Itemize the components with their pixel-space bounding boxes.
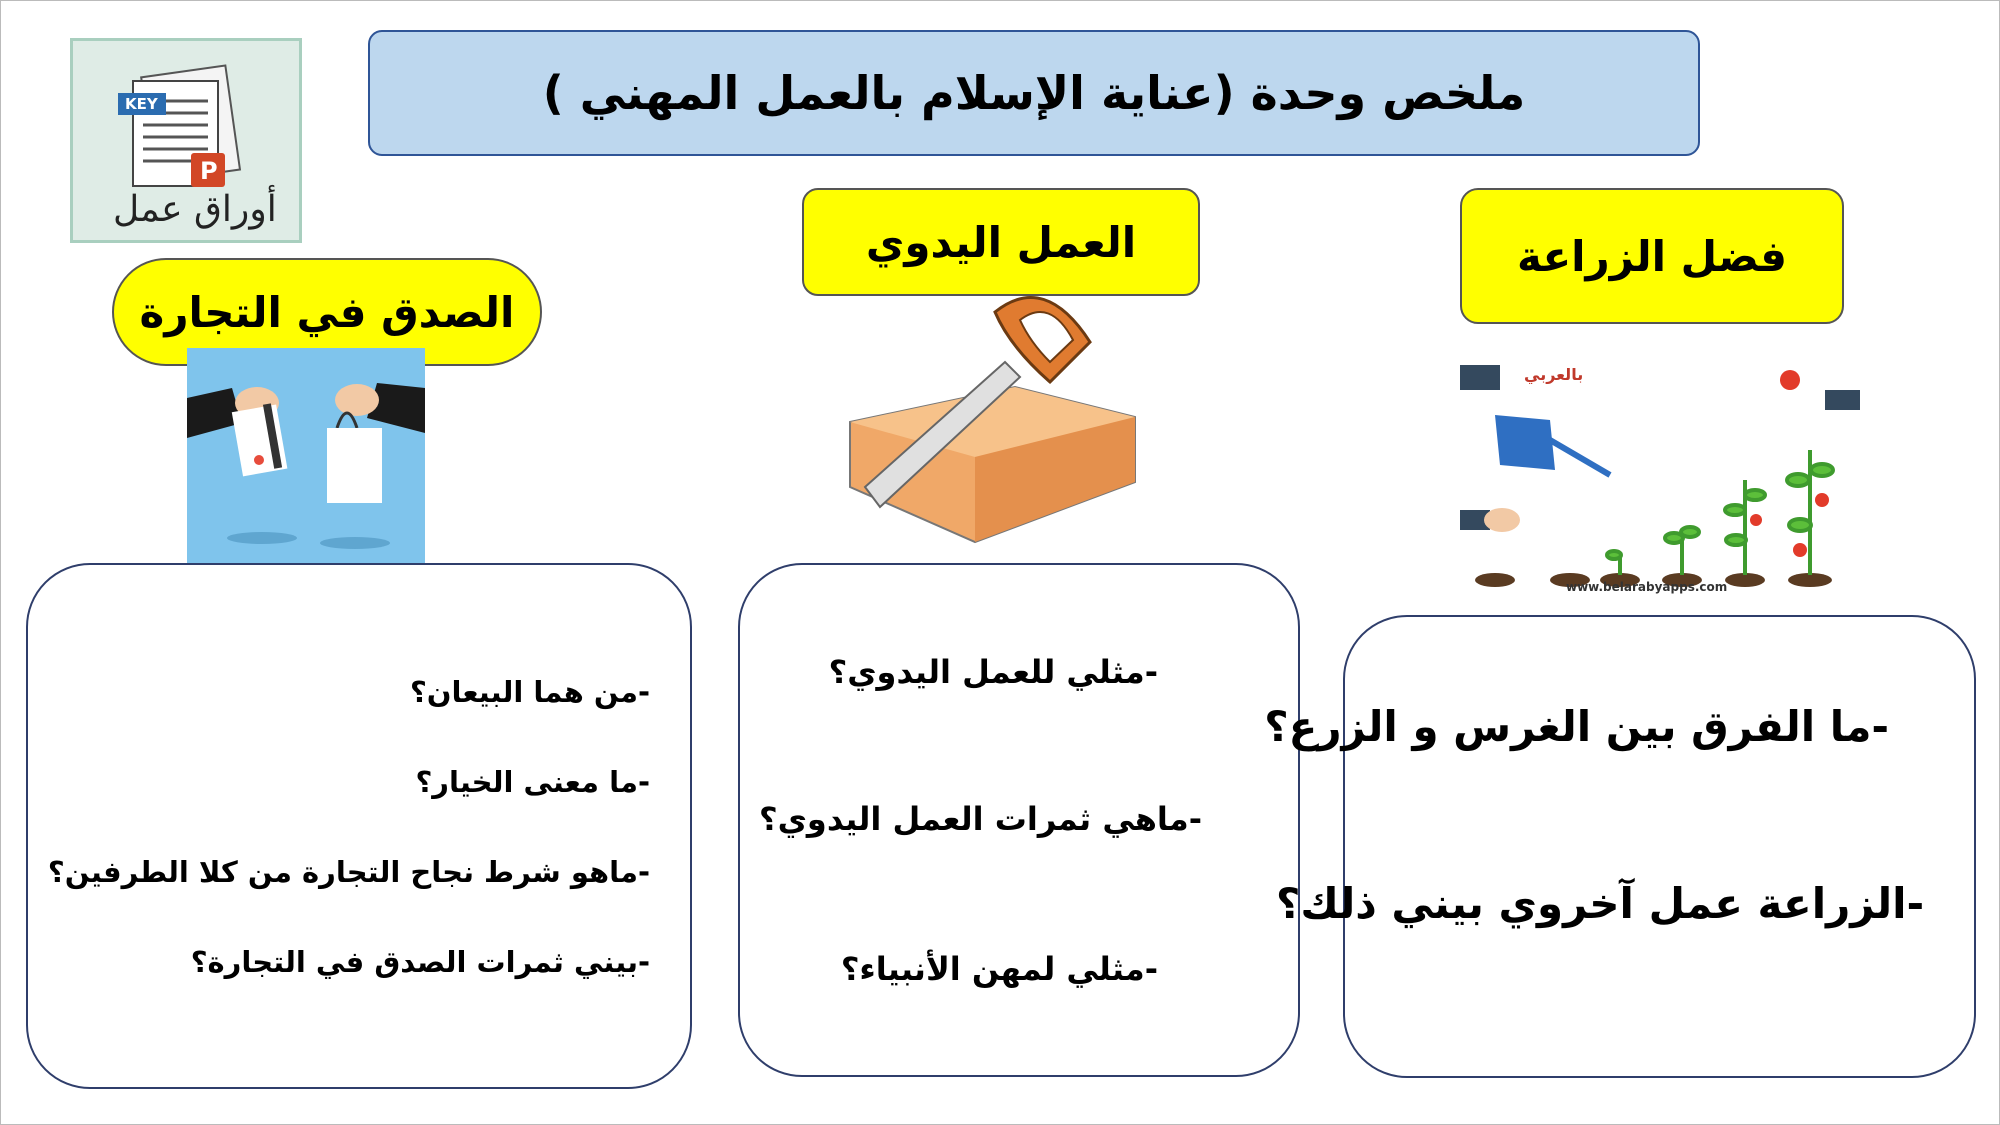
trade-question-4: -بيني ثمرات الصدق في التجارة؟ <box>190 945 650 979</box>
worksheets-logo <box>70 38 302 243</box>
image-brand: بالعربي <box>1524 365 1584 384</box>
trade-question-1: -من هما البيعان؟ <box>409 675 650 709</box>
heading-trade: الصدق في التجارة <box>112 258 542 366</box>
heading-agriculture: فضل الزراعة <box>1460 188 1844 324</box>
manual-work-questions-panel <box>738 563 1300 1077</box>
manual-question-1: -مثلي للعمل اليدوي؟ <box>828 653 1158 691</box>
key-label: KEY <box>125 95 158 113</box>
watering-plants-icon <box>1460 360 1860 600</box>
manual-question-2: -ماهي ثمرات العمل اليدوي؟ <box>759 800 1202 838</box>
powerpoint-icon: P <box>200 157 218 185</box>
image-url: www.belarabyapps.com <box>1566 580 1728 594</box>
trade-question-3: -ماهو شرط نجاح التجارة من كلا الطرفين؟ <box>47 855 650 889</box>
heading-manual-work: العمل اليدوي <box>802 188 1200 296</box>
saw-illustration <box>845 272 1145 552</box>
farm-question-1: -ما الفرق بين الغرس و الزرع؟ <box>1264 702 1889 751</box>
saw-icon <box>845 272 1145 552</box>
manual-question-3: -مثلي لمهن الأنبياء؟ <box>840 950 1158 988</box>
agriculture-questions-panel <box>1264 615 1976 1078</box>
trade-question-2: -ما معنى الخيار؟ <box>415 765 650 799</box>
trade-illustration <box>187 348 425 576</box>
logo-text: أوراق عمل <box>113 189 277 230</box>
card-and-bag-icon <box>187 348 425 576</box>
farm-question-2: -الزراعة عمل آخروي بيني ذلك؟ <box>1275 879 1924 928</box>
trade-questions-panel <box>26 563 692 1089</box>
slide-title: ملخص وحدة (عناية الإسلام بالعمل المهني ) <box>368 30 1700 156</box>
agriculture-illustration <box>1460 360 1860 600</box>
